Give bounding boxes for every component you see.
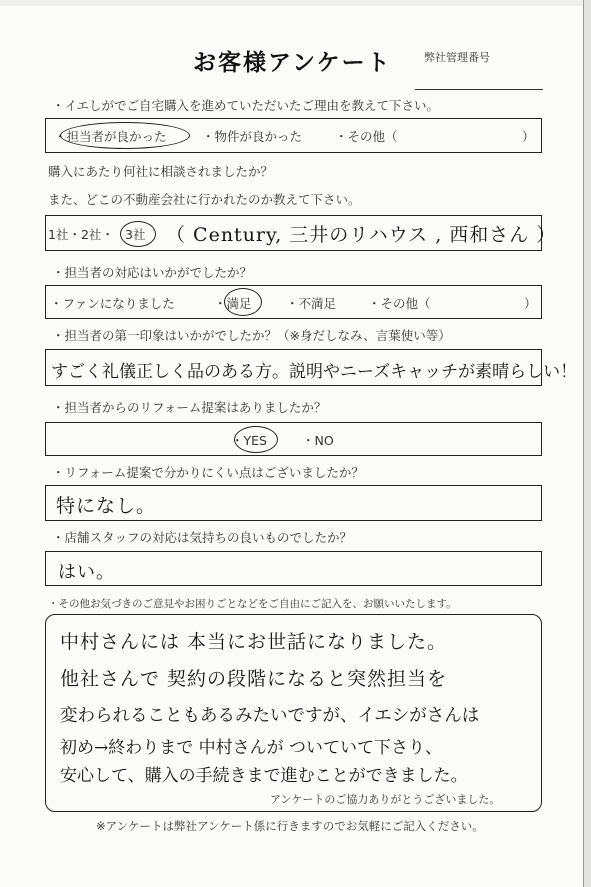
question-6: ・担当者からのリフォーム提案はありましたか？ [52,400,327,415]
selection-circle [234,426,278,453]
option-other-close: ） [522,129,535,144]
option-unsatisfied[interactable]: ・不満足 [286,296,337,311]
handwritten-staff-response: はい。 [58,562,115,583]
option-company-count[interactable]: 1社・2社・ [48,227,114,242]
answer-box-6 [45,422,542,456]
question-8: ・店舗スタッフの対応は気持ちの良いものでしたか？ [52,530,353,545]
answer-box-4 [45,285,542,319]
handwritten-companies: （ Century, 三井のリハウス , 西和さん ） [166,224,557,246]
option-became-fan[interactable]: ・ファンになりました [50,296,175,311]
handwritten-line-4: 初め→終わりまで 中村さんが ついていて下さり、 [60,738,443,758]
answer-box-1 [45,118,542,153]
answer-box-8 [45,551,542,586]
question-7: ・リフォーム提案で分かりにくい点はございましたか？ [52,465,364,480]
option-satisfied[interactable]: ・満足 [214,296,252,311]
handwritten-line-5: 安心して、購入の手続きまで進むことができました。 [60,766,468,786]
thanks-message: アンケートのご協力ありがとうございました。 [270,793,501,806]
handwritten-line-2: 他社さんで 契約の段階になると突然担当を [60,668,448,690]
answer-box-5 [45,349,578,386]
question-2: 購入にあたり何社に相談されましたか？ [48,164,274,179]
question-5: ・担当者の第一印象はいかがでしたか？（※身だしなみ、言葉使い等） [52,328,451,343]
handwritten-line-1: 中村さんには 本当にお世話になりました。 [60,631,448,653]
question-9: ・その他お気づきのご意見やお困りごとなどをご自由にご記入を、お願いいたします。 [48,598,457,610]
selection-circle [224,288,262,316]
footer-note: ※アンケートは弊社アンケート係に行きますのでお気軽にご記入ください。 [96,819,484,833]
question-4: ・担当者の対応はいかがでしたか？ [52,265,253,280]
option-yes[interactable]: ・YES [231,433,267,448]
question-3: また、どこの不動産会社に行かれたのか教えて下さい。 [48,192,361,207]
option-other[interactable]: ・その他（ [368,296,431,311]
management-number-line [415,89,543,90]
handwritten-line-3: 変わられることもあるみたいですが、イエシがさんは [60,706,480,726]
option-property-good[interactable]: ・物件が良かった [202,129,303,144]
option-other[interactable]: ・その他（ [335,129,398,144]
answer-box-3 [45,215,557,251]
survey-title: お客様アンケート [193,50,392,76]
answer-box-7 [45,485,542,521]
option-staff-good[interactable]: ・担当者が良かった [54,129,167,144]
scan-edge-top [0,0,583,6]
management-number-label: 弊社管理番号 [424,51,490,64]
scan-edge-right [583,0,591,887]
option-no[interactable]: ・NO [302,433,334,448]
handwritten-unclear-points: 特になし。 [56,495,157,517]
answer-box-9 [45,614,542,812]
option-other-close: ） [524,296,537,311]
selection-circle [60,122,190,149]
option-three-companies[interactable]: 3社 [125,227,146,242]
handwritten-impression: すごく礼儀正しく品のある方。説明やニーズキャッチが素晴らしい！ [51,362,578,382]
selection-circle [120,221,156,247]
question-1: ・イエしがでご自宅購入を進めていただいたご理由を教えて下さい。 [52,98,440,113]
